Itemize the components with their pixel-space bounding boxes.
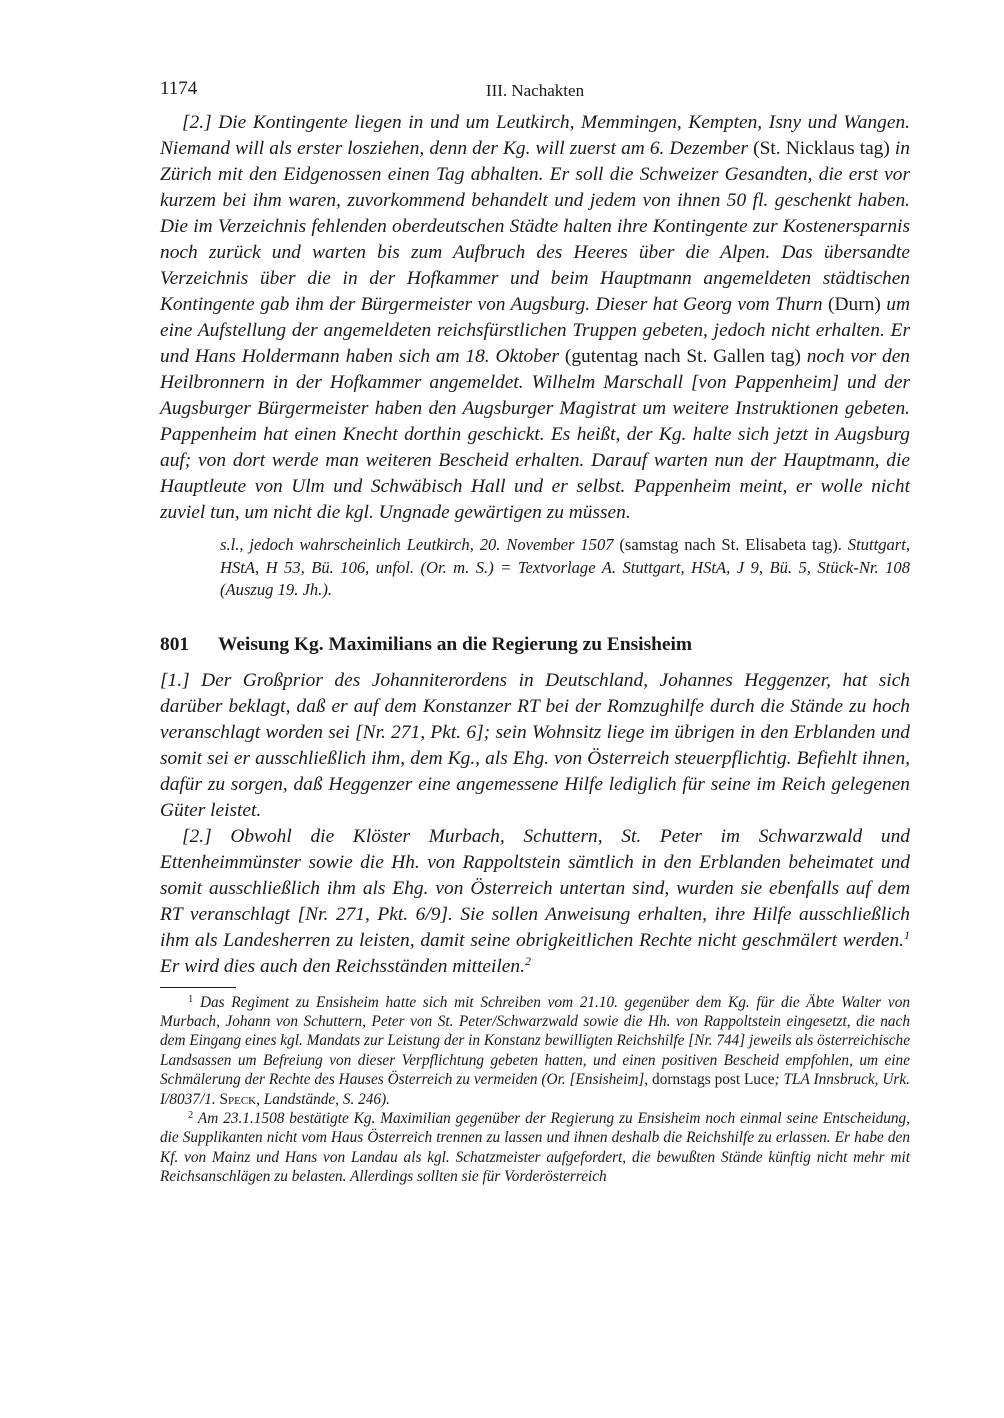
source-date-original: (samstag nach St. Elisabeta tag).	[619, 535, 848, 554]
text-run: , Landstände, S. 246).	[256, 1090, 390, 1108]
text-run: (Durn)	[828, 294, 887, 315]
text-run: um eine Aufstellung der angemeldeten reichsfürstlichen Truppen gebeten, jedoch nicht erhalten. Er und Hans Holdermann haben sich am 18. Oktober	[160, 294, 910, 367]
text-run: [2.] Obwohl die Klöster Murbach, Schuttern, St. Peter im Schwarzwald und Ettenheimmünster sowie die Hh. von Rappoltstein sämtlich in den Erblanden beheimatet und somit ausschließlich ihm als Ehg. von Österreich untertan sind, wurden sie ebenfalls auf dem RT veranschlagt [Nr. 271, Pkt. 6/9]. Sie sollen Anweisung erhalten, ihre Hilfe ausschließlich ihm als Landesherren zu leisten, damit seine obrigkeitlichen Rechte nicht geschmälert werden.	[160, 825, 910, 951]
running-title: III. Nachakten	[485, 81, 585, 100]
text-run: dornstags post Luce	[652, 1071, 775, 1089]
footnote-ref-1[interactable]: 1	[904, 927, 910, 942]
document-heading	[160, 634, 910, 656]
author-name: Speck	[219, 1090, 257, 1108]
page-header	[160, 78, 910, 110]
paragraph-2-document-801	[160, 824, 910, 980]
text-run: ; TLA Innsbruck, Urk. I/8037/1.	[160, 1071, 910, 1108]
text-run: [2.] Die Kontingente liegen in und um Leutkirch, Memmingen, Kempten, Isny und Wangen. Niemand will als erster losziehen, denn der Kg. will zuerst am 6. Dezember	[160, 112, 910, 159]
footnote-2	[160, 1109, 910, 1187]
text-run: (gutentag nach St. Gallen tag)	[564, 346, 807, 367]
footnote-marker: 1	[188, 993, 194, 1005]
document-title: Weisung Kg. Maximilians an die Regierung zu Ensisheim	[218, 633, 693, 655]
footnote-ref-2[interactable]: 2	[524, 953, 531, 968]
text-run: (St. Nicklaus tag)	[753, 138, 895, 159]
paragraph-2-document-800	[160, 110, 910, 526]
document-page	[160, 78, 910, 1187]
document-number: 801	[160, 633, 190, 655]
footnote-marker: 2	[188, 1109, 194, 1121]
page-number: 1174	[160, 78, 198, 99]
source-note	[220, 534, 910, 602]
text-run: Das Regiment zu Ensisheim hatte sich mit Schreiben vom 21.10. gegenüber dem Kg. für die Äbte Walter von Murbach, Johann von Schuttern, Peter von St. Peter/Schwarzwald sowie die Hh. von Rappoltstein eingesetzt, die nach dem Eingang eines kgl. Mandats zur Leistung der in Konstanz bewilligten Reichshilfe [Nr. 744] jeweils als österreichische Landsassen um Befreiung von dieser Verpflichtung gebeten hatten, und einen positiven Bescheid empfohlen, um eine Schmälerung der Rechte des Hauses Österreich zu vermeiden (Or. [Ensisheim],	[160, 993, 911, 1089]
text-run: in Zürich mit den Eidgenossen einen Tag abhalten. Er soll die Schweizer Gesandten, die erst vor kurzem bei ihm waren, zuvorkommend behandelt und jedem von ihnen 50 fl. geschenkt haben. Die im Verzeichnis fehlenden oberdeutschen Städte halten ihre Kontingente zur Kostenersparnis noch zurück und warten bis zum Aufbruch des Heeres über die Alpen. Das übersandte Verzeichnis über die in der Hofkammer und beim Hauptmann angemeldeten städtischen Kontingente gab ihm der Bürgermeister von Augsburg. Dieser hat Georg vom Thurn	[160, 138, 910, 315]
source-archive: Stuttgart, HStA, H 53, Bü. 106, unfol. (Or. m. S.) = Textvorlage A. Stuttgart, HStA, J 9, Bü. 5, Stück-Nr. 108 (Auszug 19. Jh.).	[220, 535, 911, 599]
text-run: Am 23.1.1508 bestätigte Kg. Maximilian gegenüber der Regierung zu Ensisheim noch einmal seine Entscheidung, die Supplikanten nicht vom Haus Österreich trennen zu lassen und ihnen deshalb die Reichshilfe zu erlassen. Er habe den Kf. von Mainz und Hans von Landau als kgl. Schatzmeister aufgefordert, die bewußten Stände künftig nicht mehr mit Reichsanschlägen zu belasten. Allerdings sollten sie für Vorderösterreich	[160, 1109, 910, 1186]
paragraph-1-document-801: [1.] Der Großprior des Johanniterordens in Deutschland, Johannes Heggenzer, hat sich darüber beklagt, daß er auf dem Konstanzer RT bei der Romzughilfe durch die Stände zu hoch veranschlagt worden sei [Nr. 271, Pkt. 6]; sein Wohnsitz liege im übrigen in den Erblanden und somit sei er ausschließlich ihm, dem Kg., als Ehg. von Österreich steuerpflichtig. Befiehlt ihnen, dafür zu sorgen, daß Heggenzer eine angemessene Hilfe lediglich für seine im Reich gelegenen Güter leistet.	[160, 669, 910, 821]
text-run: noch vor den Heilbronnern in der Hofkammer angemeldet. Wilhelm Marschall [von Pappenheim] und der Augsburger Bürgermeister haben den Augsburger Magistrat um weitere Instruktionen gebeten. Pappenheim hat einen Knecht dorthin geschickt. Es heißt, der Kg. halte sich jetzt in Augsburg auf; von dort werde man weiteren Bescheid erhalten. Darauf warten nun der Hauptmann, die Hauptleute von Ulm und Schwäbisch Hall und er selbst. Pappenheim meint, er wolle nicht zuviel tun, um nicht die kgl. Ungnade gewärtigen zu müssen.	[160, 346, 911, 523]
footnote-separator	[160, 987, 236, 988]
text-run: Er wird dies auch den Reichsständen mitteilen.	[160, 955, 525, 977]
source-date: s.l., jedoch wahrscheinlich Leutkirch, 20. November 1507	[220, 535, 620, 554]
footnote-1	[160, 993, 910, 1109]
